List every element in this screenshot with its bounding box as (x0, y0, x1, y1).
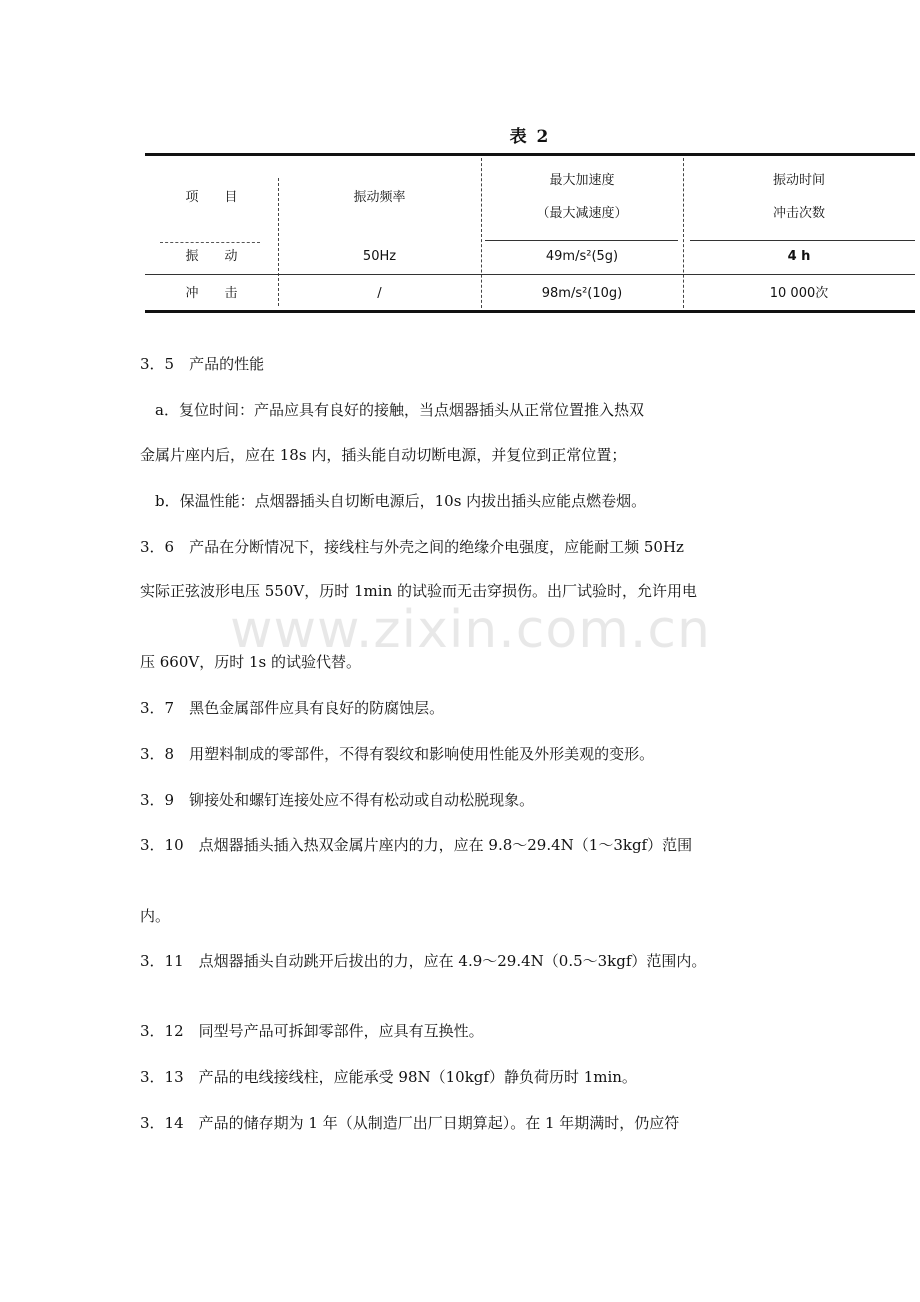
paragraph: 3．14 产品的储存期为 1 年（从制造厂出厂日期算起）。在 1 年期满时，仍应符 (140, 1114, 680, 1132)
row-divider (145, 274, 915, 275)
watermark: www.zixin.com.cn (230, 600, 711, 660)
paragraph: 3．5 产品的性能 (140, 355, 265, 373)
header-deceleration: （最大减速度） (536, 206, 628, 221)
table-cell-count: 10 000次 (769, 286, 829, 301)
paragraph: 内。 (140, 907, 171, 925)
table-cell-item: 冲 击 (185, 286, 238, 301)
paragraph: 3．7 黑色金属部件应具有良好的防腐蚀层。 (140, 699, 445, 717)
paragraph: 金属片座内后，应在 18s 内，插头能自动切断电源，并复位到正常位置； (140, 446, 627, 464)
row-divider (485, 240, 678, 241)
table-cell-acceleration: 98m/s²(10g) (541, 286, 623, 301)
header-item: 项 目 (185, 190, 238, 205)
row-divider (690, 240, 915, 241)
header-shock-count: 冲击次数 (772, 206, 825, 221)
paragraph: 3．13 产品的电线接线柱，应能承受 98N（10kgf）静负荷历时 1min。 (140, 1068, 637, 1086)
header-frequency: 振动频率 (353, 190, 406, 205)
paragraph: 实际正弦波形电压 550V，历时 1min 的试验而无击穿损伤。出厂试验时，允许用电 (140, 582, 697, 600)
paragraph: 3．12 同型号产品可拆卸零部件，应具有互换性。 (140, 1022, 484, 1040)
table-cell-frequency: / (377, 286, 382, 301)
paragraph: 3．9 铆接处和螺钉连接处应不得有松动或自动松脱现象。 (140, 791, 535, 809)
table-title: 表 2 (509, 127, 551, 147)
table-top-rule (145, 153, 915, 156)
vibration-shock-table (145, 150, 915, 315)
table-cell-item: 振 动 (185, 249, 238, 264)
paragraph: b．保温性能：点烟器插头自切断电源后，10s 内拔出插头应能点燃卷烟。 (140, 492, 647, 510)
row-divider (160, 242, 260, 244)
header-acceleration: 最大加速度 (549, 173, 615, 188)
paragraph: 3．6 产品在分断情况下，接线柱与外壳之间的绝缘介电强度，应能耐工频 50Hz (140, 538, 684, 556)
table-cell-frequency: 50Hz (362, 249, 397, 264)
table-cell-acceleration: 49m/s²(5g) (545, 249, 619, 264)
table-cell-time: 4 h (787, 249, 811, 264)
paragraph: 3．8 用塑料制成的零部件，不得有裂纹和影响使用性能及外形美观的变形。 (140, 745, 655, 763)
paragraph: 3．10 点烟器插头插入热双金属片座内的力，应在 9.8～29.4N（1～3kgf）范围 (140, 836, 693, 854)
header-vibration-time: 振动时间 (772, 173, 825, 188)
paragraph: 3．11 点烟器插头自动跳开后拔出的力，应在 4.9～29.4N（0.5～3kgf）范围内。 (140, 952, 707, 970)
table-bottom-rule (145, 310, 915, 313)
paragraph: 压 660V，历时 1s 的试验代替。 (140, 653, 362, 671)
paragraph: a．复位时间：产品应具有良好的接触，当点烟器插头从正常位置推入热双 (140, 401, 644, 419)
